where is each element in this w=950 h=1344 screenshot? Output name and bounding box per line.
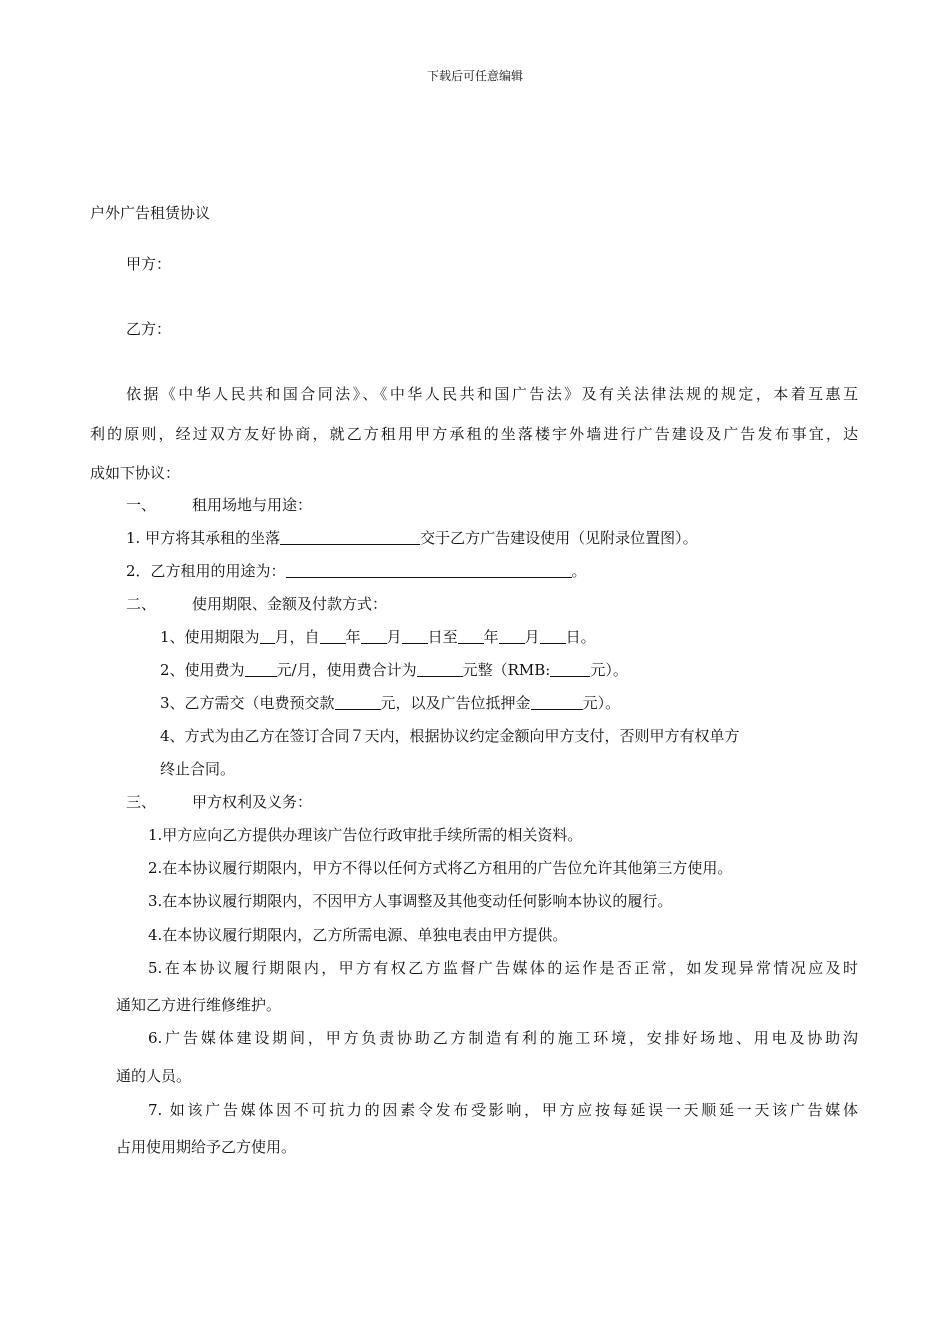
item-text: 月 [524, 628, 540, 646]
blank-purpose [286, 561, 572, 578]
item-text: 3、乙方需交（电费预交款 [160, 694, 335, 712]
section-1-item-2 [126, 561, 587, 581]
section-3-item-1: 1.甲方应向乙方提供办理该广告位行政审批手续所需的相关资料。 [148, 826, 583, 844]
blank-field [260, 627, 275, 644]
blank-field [245, 660, 277, 677]
item-text: 2、使用费为 [160, 661, 245, 679]
item-text: 年 [345, 628, 361, 646]
item-text: 元）。 [582, 694, 621, 712]
section-3-item-5-line-1: 5.在本协议履行期限内，甲方有权乙方监督广告媒体的运作是否正常，如发现异常情况应及时 [148, 959, 858, 977]
intro-line-2: 利的原则，经过双方友好协商，就乙方租用甲方承租的坐落楼宇外墙进行广告建设及广告发布事宜，达 [90, 425, 858, 443]
section-1-number: 一、 [126, 496, 157, 514]
item-text: 2．乙方租用的用途为： [126, 562, 286, 580]
blank-location [280, 528, 420, 545]
item-text: 元，以及广告位抵押金 [380, 694, 531, 712]
intro-line-1: 依据《中华人民共和国合同法》、《中华人民共和国广告法》及有关法律法规的规定，本着互惠互 [126, 385, 858, 403]
blank-field [499, 627, 525, 644]
section-3-title: 甲方权利及义务： [192, 793, 313, 811]
section-2-title: 使用期限、金额及付款方式： [192, 595, 388, 613]
blank-field [458, 627, 484, 644]
section-3-number: 三、 [126, 793, 157, 811]
item-text: 元整（RMB: [462, 661, 551, 679]
item-text: 日。 [565, 628, 596, 646]
section-2-item-3 [160, 693, 620, 713]
section-2-item-1 [160, 627, 596, 647]
section-3-item-6-line-1: 6.广告媒体建设期间，甲方负责协助乙方制造有利的施工环境，安排好场地、用电及协助沟 [148, 1029, 858, 1047]
item-text: 交于乙方广告建设使用（见附录位置图）。 [420, 529, 698, 547]
item-text: 元）。 [590, 661, 628, 679]
section-3-item-5-line-2: 通知乙方进行维修维护。 [116, 996, 282, 1014]
intro-line-3: 成如下协议： [90, 464, 181, 482]
document-title: 户外广告租赁协议 [90, 204, 211, 222]
section-2-item-4-line-1: 4、方式为由乙方在签订合同７天内，根据协议约定金额向甲方支付，否则甲方有权单方 [160, 727, 740, 745]
section-3-item-7-line-1: 7. 如该广告媒体因不可抗力的因素令发布受影响，甲方应按每延误一天顺延一天该广告媒体 [148, 1101, 858, 1119]
blank-field [335, 693, 381, 710]
item-text: 1. 甲方将其承租的坐落 [126, 529, 281, 547]
blank-field [320, 627, 346, 644]
section-1-title: 租用场地与用途： [192, 496, 313, 514]
blank-field [550, 660, 590, 677]
item-text: 元/月，使用费合计为 [276, 661, 417, 679]
section-1-item-1 [126, 528, 698, 548]
item-text: 。 [571, 562, 587, 580]
party-a-label: 甲方： [126, 255, 172, 273]
item-text: 月 [386, 628, 402, 646]
section-3-item-4: 4.在本协议履行期限内，乙方所需电源、单独电表由甲方提供。 [148, 926, 568, 944]
section-3-item-3: 3.在本协议履行期限内，不因甲方人事调整及其他变动任何影响本协议的履行。 [148, 892, 673, 910]
page-header: 下载后可任意编辑 [426, 69, 523, 83]
party-b-label: 乙方： [126, 320, 172, 338]
section-2-item-2 [160, 660, 628, 680]
section-3-item-6-line-2: 通的人员。 [116, 1067, 192, 1085]
item-text: 月，自 [274, 628, 320, 646]
blank-field [540, 627, 566, 644]
section-2-number: 二、 [126, 595, 157, 613]
blank-field [402, 627, 428, 644]
blank-field [417, 660, 463, 677]
section-3-item-7-line-2: 占用使用期给予乙方使用。 [116, 1138, 297, 1156]
section-3-item-2: 2.在本协议履行期限内，甲方不得以任何方式将乙方租用的广告位允许其他第三方使用。 [148, 859, 733, 877]
item-text: 年 [483, 628, 499, 646]
section-2-item-4-line-2: 终止合同。 [160, 760, 236, 778]
blank-field [361, 627, 387, 644]
item-text: 1、使用期限为 [160, 628, 260, 646]
blank-field [531, 693, 583, 710]
item-text: 日至 [427, 628, 458, 646]
